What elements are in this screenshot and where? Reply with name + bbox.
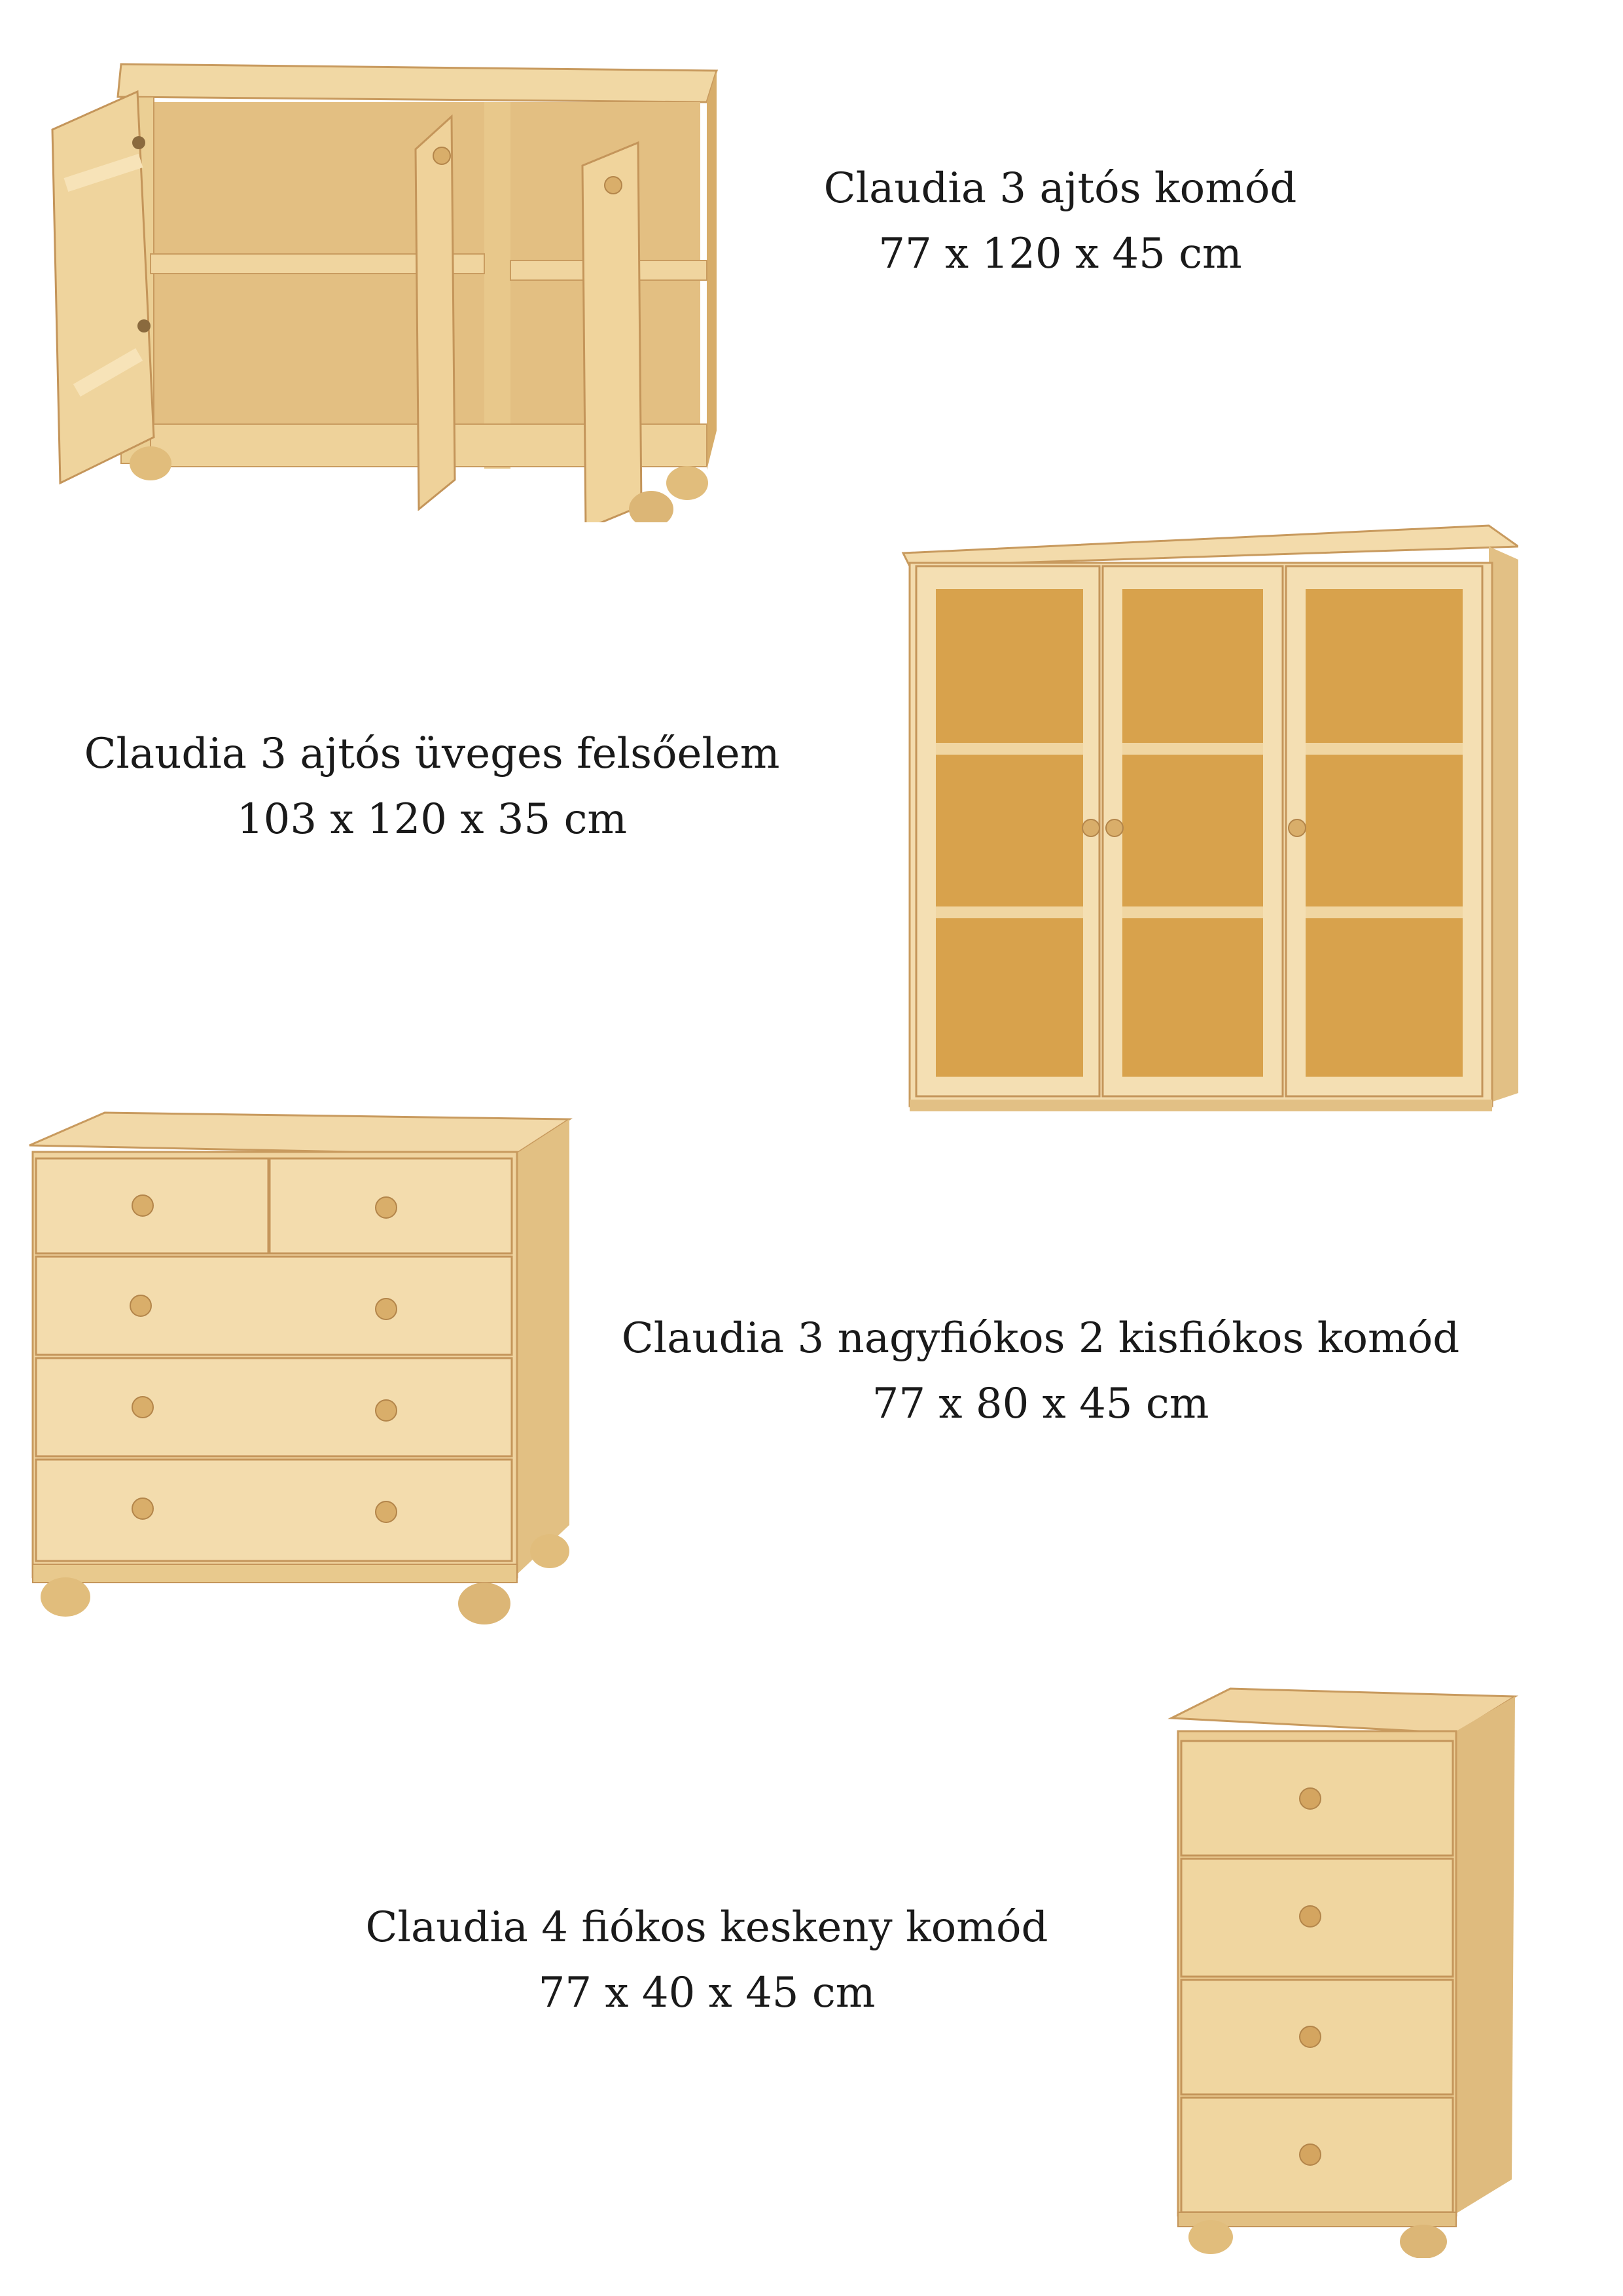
product-dimensions: 77 x 120 x 45 cm bbox=[878, 230, 1242, 278]
product-photo-glass-hutch bbox=[897, 514, 1518, 1122]
product-photo-3-door-sideboard bbox=[33, 51, 726, 522]
product-name: Claudia 3 ajtós komód bbox=[823, 164, 1297, 213]
product-dimensions: 77 x 40 x 45 cm bbox=[538, 1969, 876, 2017]
product-caption-3 bbox=[589, 1306, 1492, 1437]
product-photo-5-drawer-chest bbox=[26, 1106, 579, 1659]
product-name: Claudia 3 ajtós üveges felsőelem bbox=[84, 730, 780, 778]
product-caption-2 bbox=[39, 721, 825, 852]
product-caption-4 bbox=[314, 1895, 1099, 2026]
product-name: Claudia 4 fiókos keskeny komód bbox=[365, 1903, 1048, 1952]
product-caption-1 bbox=[772, 156, 1348, 287]
product-dimensions: 77 x 80 x 45 cm bbox=[872, 1380, 1209, 1428]
product-name: Claudia 3 nagyfiókos 2 kisfiókos komód bbox=[621, 1314, 1460, 1363]
product-photo-narrow-4-drawer-chest bbox=[1165, 1682, 1522, 2258]
product-dimensions: 103 x 120 x 35 cm bbox=[236, 795, 628, 844]
